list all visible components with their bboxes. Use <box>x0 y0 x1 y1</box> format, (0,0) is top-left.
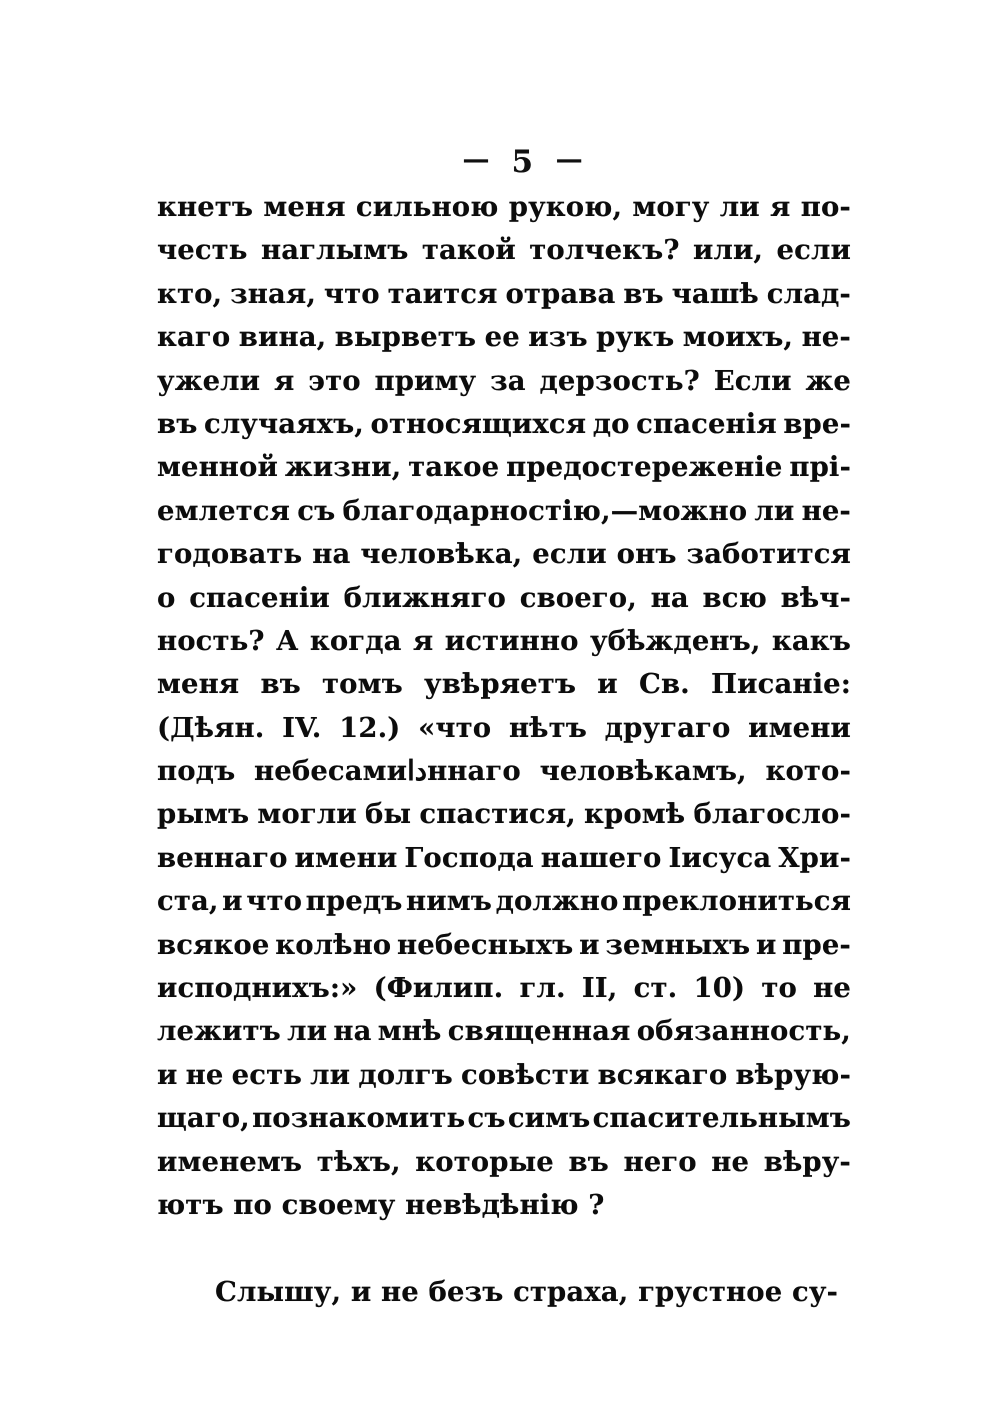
text-word: ближняго <box>343 581 506 614</box>
text-word: исподнихъ:» <box>157 972 358 1005</box>
text-word: онъ <box>616 538 677 571</box>
text-word: увѣряетъ <box>424 668 577 701</box>
text-word: другаго <box>604 711 731 744</box>
text-word: если <box>776 234 851 267</box>
text-word: о <box>157 581 176 614</box>
text-word: совѣсти <box>460 1058 590 1091</box>
text-word: 10) <box>693 972 746 1005</box>
text-word: отрава <box>505 277 616 310</box>
text-word: IV. <box>282 711 322 744</box>
text-word: ст. <box>633 972 678 1005</box>
text-word: священная <box>447 1015 631 1048</box>
text-word: сильною <box>355 191 499 223</box>
text-word: спасеніи <box>189 581 330 614</box>
text-word: ли <box>287 1015 328 1048</box>
text-word: въ <box>157 407 198 440</box>
text-word: нимъ <box>406 885 492 918</box>
text-word: томъ <box>322 668 403 701</box>
text-word: на <box>333 1015 372 1048</box>
text-word: такой <box>421 234 516 267</box>
text-word: я <box>273 364 295 397</box>
text-word: спасенія <box>636 407 777 440</box>
text-line <box>157 1010 851 1053</box>
text-word: на <box>650 581 689 614</box>
text-word: колѣно <box>275 928 392 961</box>
text-line <box>157 273 851 316</box>
text-word: Господа <box>404 841 534 874</box>
text-word: что <box>323 277 380 310</box>
text-word: ли <box>754 494 795 527</box>
text-word: преклониться <box>622 885 851 918</box>
text-word: всякаго <box>597 1058 728 1091</box>
text-word: и <box>579 928 600 961</box>
text-line <box>157 967 851 1010</box>
text-word: таится <box>387 277 498 310</box>
text-word: чашѣ <box>671 277 759 310</box>
text-word: то <box>761 972 797 1005</box>
text-word: это <box>308 364 361 397</box>
text-word: и <box>157 1058 178 1091</box>
text-word: рымъ <box>157 798 250 831</box>
text-word: (Дѣян. <box>157 711 265 744</box>
text-line <box>157 533 851 576</box>
text-word: кнетъ <box>157 191 254 223</box>
paragraph-gap <box>157 1227 851 1270</box>
text-word: изъ <box>528 321 588 354</box>
text-line: Слышу, и не безъ страха, грустное су- <box>215 1275 839 1308</box>
text-word: же <box>805 364 851 397</box>
text-word: истинно <box>444 624 579 657</box>
text-line <box>157 793 851 836</box>
text-word: Писаніе: <box>711 668 851 701</box>
text-word: кото- <box>765 755 851 788</box>
text-word: на <box>312 538 351 571</box>
folio-dash-right: — <box>555 144 583 176</box>
text-word: слад- <box>766 277 851 310</box>
text-word: предостереженіе <box>506 451 783 484</box>
text-word: такое <box>408 451 500 484</box>
text-word: А <box>276 624 299 657</box>
text-line <box>157 446 851 489</box>
text-word: меня <box>263 191 346 223</box>
text-word: ее <box>484 321 520 354</box>
text-word: зная, <box>230 277 316 310</box>
text-word: какъ <box>771 624 851 657</box>
text-word: съ <box>467 1102 506 1135</box>
text-word: нашего <box>540 841 662 874</box>
text-word: которые <box>415 1145 554 1178</box>
text-word: и <box>597 668 618 701</box>
text-word: что <box>246 885 303 918</box>
text-word: честь <box>157 234 248 267</box>
text-word: лежитъ <box>157 1015 281 1048</box>
text-word: кромѣ <box>584 798 686 831</box>
text-word: кто, <box>157 277 223 310</box>
text-word: моихъ, <box>682 321 794 354</box>
text-line <box>157 707 851 750</box>
text-word: него <box>623 1145 697 1178</box>
text-word: Хри- <box>778 841 851 874</box>
text-word: человѣкамъ, <box>539 755 747 788</box>
text-word: благодарностію,—можно <box>342 494 748 527</box>
text-word: за <box>490 364 526 397</box>
text-line <box>157 837 851 880</box>
text-line <box>157 1054 851 1097</box>
text-word: обязанность, <box>636 1015 851 1048</box>
text-word: должно <box>495 885 619 918</box>
text-word: своего, <box>519 581 637 614</box>
text-word: емлется <box>157 494 291 527</box>
text-word: жизни, <box>284 451 402 484</box>
text-word: II, <box>581 972 618 1005</box>
text-word: когда <box>309 624 402 657</box>
text-word: небесныхъ <box>397 928 574 961</box>
text-word: рукъ <box>596 321 675 354</box>
text-word: Іисуса <box>668 841 772 874</box>
text-word: въ <box>568 1145 609 1178</box>
text-line <box>157 924 851 967</box>
text-word: ли <box>719 191 760 223</box>
text-word: рукою, <box>508 191 623 223</box>
text-word: Если <box>713 364 792 397</box>
text-line <box>157 490 851 533</box>
text-word: не <box>185 1058 224 1091</box>
text-word: я <box>412 624 434 657</box>
text-word: подъ <box>157 755 236 788</box>
text-word: могу <box>632 191 710 223</box>
text-word: веннаго <box>157 841 288 874</box>
text-word: не <box>813 972 851 1005</box>
text-word: небесамиداннаго <box>254 755 521 788</box>
text-word: гл. <box>519 972 566 1005</box>
text-line <box>157 360 851 403</box>
text-word: вырветъ <box>334 321 477 354</box>
text-word: вѣру- <box>763 1145 851 1178</box>
text-word: ли <box>310 1058 351 1091</box>
text-word: спасительнымъ <box>592 1102 851 1135</box>
text-word: въ <box>260 668 301 701</box>
folio-dash-left: — <box>462 144 490 176</box>
text-word: съ <box>297 494 336 527</box>
text-word: 12.) <box>339 711 401 744</box>
text-word: пре- <box>782 928 851 961</box>
text-word: толчекъ? <box>529 234 680 267</box>
text-word: имени <box>748 711 851 744</box>
text-word: относящихся <box>370 407 587 440</box>
text-line <box>157 1141 851 1184</box>
body-text-block <box>157 186 851 1314</box>
text-word: есть <box>231 1058 302 1091</box>
text-word: я <box>770 191 791 223</box>
text-word: по- <box>800 191 851 223</box>
text-word: случаяхъ, <box>203 407 364 440</box>
text-word: «что <box>418 711 492 744</box>
text-word: не- <box>801 494 851 527</box>
text-line <box>157 620 851 663</box>
text-word: годовать <box>157 538 303 571</box>
text-line <box>157 316 851 359</box>
text-line <box>157 229 851 272</box>
text-word: бы <box>365 798 412 831</box>
text-word: мнѣ <box>377 1015 442 1048</box>
text-word: наглымъ <box>261 234 409 267</box>
text-word: не <box>711 1145 750 1178</box>
text-word: или, <box>692 234 764 267</box>
text-word: заботится <box>686 538 851 571</box>
text-word: въ <box>623 277 664 310</box>
text-word: симъ <box>507 1102 591 1135</box>
text-word: до <box>592 407 630 440</box>
text-line <box>157 880 851 923</box>
text-line <box>157 403 851 446</box>
text-word: всякое <box>157 928 270 961</box>
text-word: менной <box>157 451 278 484</box>
text-word: предъ <box>305 885 403 918</box>
text-line <box>157 663 851 706</box>
text-line <box>157 750 851 793</box>
text-word: земныхъ <box>605 928 751 961</box>
text-line <box>157 577 851 620</box>
text-word: могли <box>257 798 357 831</box>
text-line: ютъ по своему невѣдѣнію ? <box>157 1188 605 1221</box>
text-word: долгъ <box>358 1058 453 1091</box>
text-line <box>157 186 851 229</box>
text-word: вре- <box>783 407 851 440</box>
text-word: тѣхъ, <box>316 1145 401 1178</box>
text-word: имени <box>294 841 398 874</box>
text-word: ста, <box>157 885 219 918</box>
text-word: (Филип. <box>373 972 504 1005</box>
text-word: Св. <box>638 668 690 701</box>
text-word: прі- <box>789 451 851 484</box>
text-word: ужели <box>157 364 261 397</box>
text-word: меня <box>157 668 240 701</box>
text-word: приму <box>374 364 477 397</box>
text-word: если <box>532 538 607 571</box>
text-word: ность? <box>157 624 265 657</box>
text-word: нѣтъ <box>508 711 587 744</box>
text-word: щаго, <box>157 1102 250 1135</box>
text-word: благосло- <box>693 798 851 831</box>
text-word: убѣжденъ, <box>589 624 761 657</box>
text-word: каго <box>157 321 231 354</box>
text-word: вѣрую- <box>735 1058 851 1091</box>
text-word: не- <box>801 321 851 354</box>
text-word: вѣч- <box>780 581 851 614</box>
text-word: вина, <box>238 321 327 354</box>
text-word: и <box>756 928 777 961</box>
text-word: именемъ <box>157 1145 303 1178</box>
text-word: всю <box>702 581 767 614</box>
text-word: дерзость? <box>539 364 700 397</box>
text-word: спастися, <box>419 798 576 831</box>
page-number: 5 <box>511 144 534 180</box>
text-word: человѣка, <box>360 538 523 571</box>
text-line <box>157 1097 851 1140</box>
text-word: познакомить <box>252 1102 466 1135</box>
text-word: и <box>222 885 243 918</box>
